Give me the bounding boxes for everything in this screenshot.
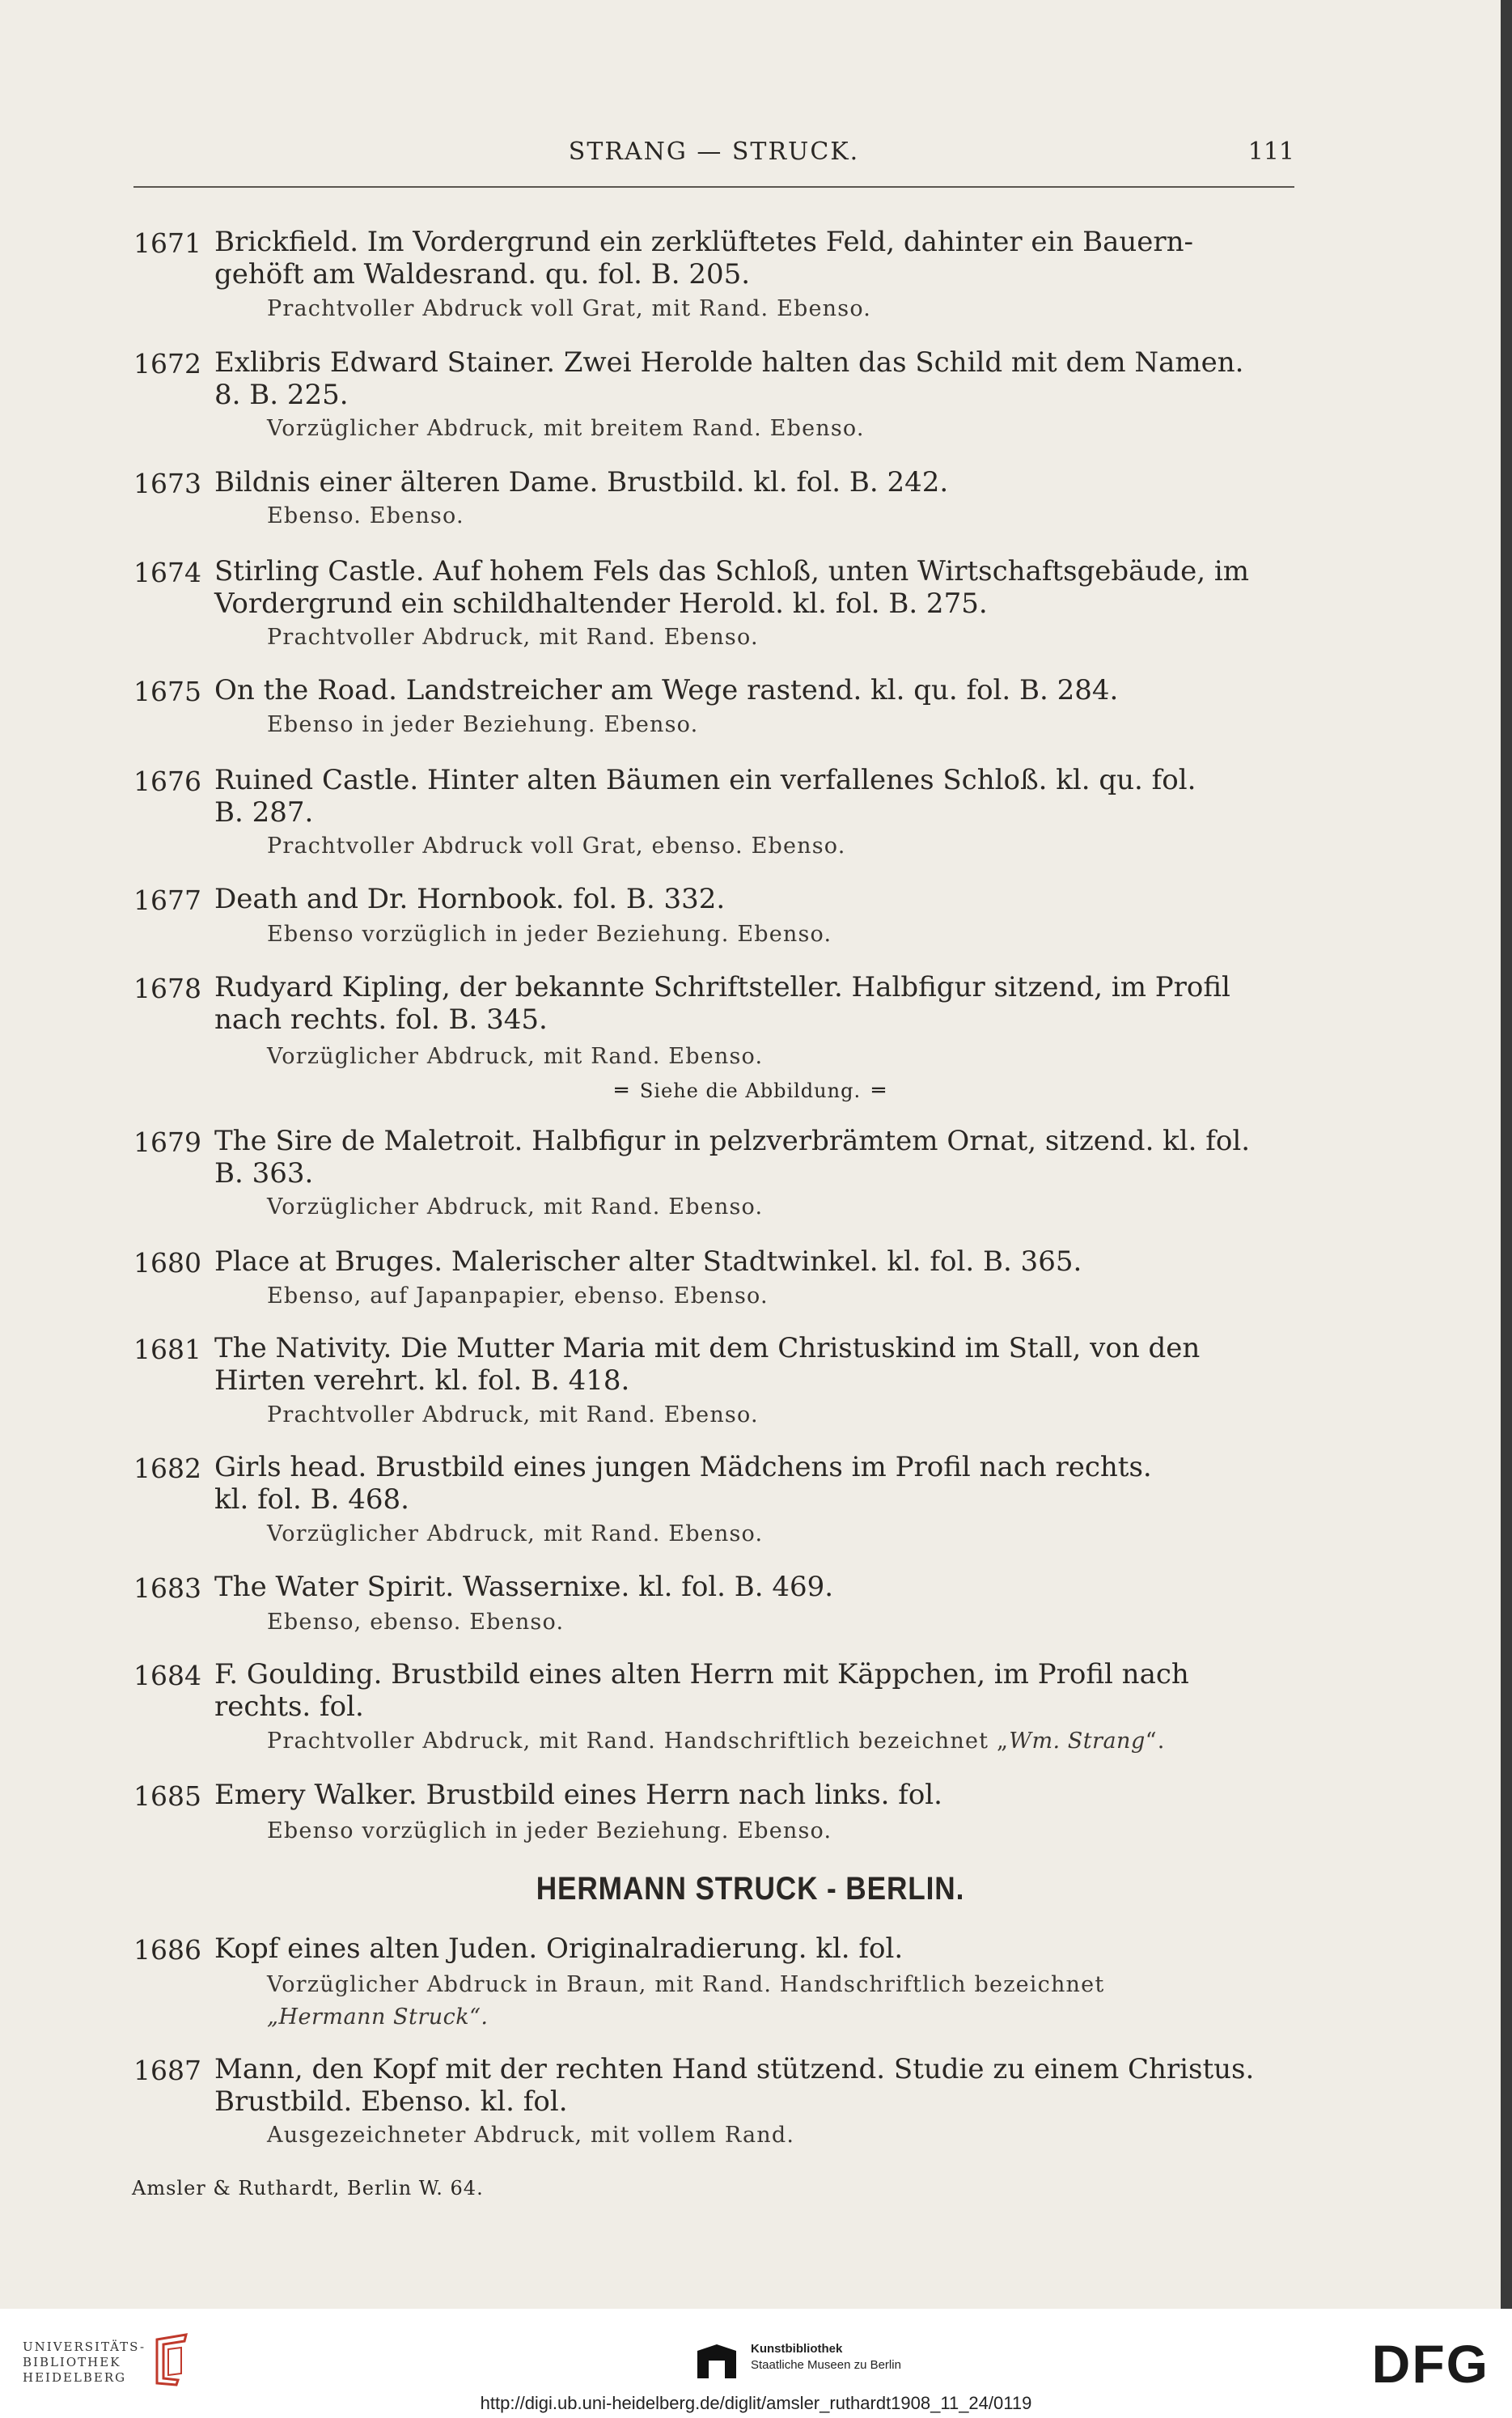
lot-note: Ausgezeichneter Abdruck, mit vollem Rand. (267, 2123, 795, 2148)
lot-title-line: Vordergrund ein schildhaltender Herold. kl. fol. B. 275. (214, 588, 988, 620)
signature-text: „Hermann Struck“. (267, 2004, 489, 2030)
lot-title-line: Hirten verehrt. kl. fol. B. 418. (214, 1364, 630, 1397)
lot-number: 1672 (133, 348, 201, 380)
university-library-logo-icon (154, 2333, 189, 2386)
university-library-logo-text: UNIVERSITÄTS- BIBLIOTHEK HEIDELBERG (23, 2340, 146, 2385)
signature-text: Wm. Strang (1009, 1729, 1146, 1754)
kunstbibliothek-logo-icon (692, 2336, 741, 2385)
lot-number: 1674 (133, 557, 201, 588)
lot-number: 1686 (133, 1934, 201, 1966)
lot-title-line: Emery Walker. Brustbild eines Herrn nach links. fol. (214, 1779, 942, 1811)
lot-title-line: Mann, den Kopf mit der rechten Hand stützend. Studie zu einem Christus. (214, 2053, 1255, 2085)
lot-title-line: Rudyard Kipling, der bekannte Schriftsteller. Halbfigur sitzend, im Profil (214, 971, 1230, 1003)
lot-note: Ebenso. Ebenso. (267, 503, 464, 528)
lot-title-line: Stirling Castle. Auf hohem Fels das Schloß, unten Wirtschaftsgebäude, im (214, 555, 1249, 588)
lot-title-line: Brickfield. Im Vordergrund ein zerklüftetes Feld, dahinter ein Bauern- (214, 226, 1194, 258)
lot-note: Ebenso vorzüglich in jeder Beziehung. Ebenso. (267, 922, 832, 947)
lot-title-line: 8. B. 225. (214, 379, 349, 411)
lot-note: Prachtvoller Abdruck voll Grat, ebenso. Ebenso. (267, 834, 846, 859)
lot-title-line: Ruined Castle. Hinter alten Bäumen ein verfallenes Schloß. kl. qu. fol. (214, 764, 1196, 796)
lot-number: 1682 (133, 1453, 201, 1484)
running-head: STRANG — STRUCK. (568, 138, 860, 166)
double-bar-left: ═ (615, 1079, 629, 1103)
lot-number: 1676 (133, 766, 201, 797)
lot-note: Vorzüglicher Abdruck, mit Rand. Ebenso. (267, 1044, 764, 1069)
lot-number: 1675 (133, 676, 201, 707)
lot-number: 1679 (133, 1126, 201, 1158)
lot-title-line: kl. fol. B. 468. (214, 1483, 409, 1516)
dfg-logo: DFG (1371, 2334, 1489, 2394)
lot-number: 1680 (133, 1247, 201, 1279)
lot-note: Ebenso, auf Japanpapier, ebenso. Ebenso. (267, 1283, 769, 1309)
lot-number: 1687 (133, 2055, 201, 2086)
lot-number: 1673 (133, 468, 201, 499)
lot-note: Vorzüglicher Abdruck, mit Rand. Ebenso. (267, 1521, 764, 1546)
lot-title-line: Death and Dr. Hornbook. fol. B. 332. (214, 883, 726, 915)
lot-title-line: Girls head. Brustbild eines jungen Mädchens im Profil nach rechts. (214, 1451, 1152, 1483)
lot-number: 1677 (133, 884, 201, 916)
lot-title-line: gehöft am Waldesrand. qu. fol. B. 205. (214, 258, 751, 291)
section-heading: HERMANN STRUCK - BERLIN. (536, 1871, 965, 1907)
lot-note: Prachtvoller Abdruck, mit Rand. Ebenso. (267, 625, 759, 650)
lot-note-text: Prachtvoller Abdruck, mit Rand. Handschriftlich bezeichnet „ (267, 1729, 1010, 1754)
see-illustration (0, 1079, 1501, 1103)
lot-title-line: The Sire de Maletroit. Halbfigur in pelzverbrämtem Ornat, sitzend. kl. fol. (214, 1125, 1251, 1157)
lot-title-line: Bildnis einer älteren Dame. Brustbild. kl. fol. B. 242. (214, 466, 949, 498)
viewer-footer (0, 2309, 1512, 2418)
lot-note: Ebenso vorzüglich in jeder Beziehung. Ebenso. (267, 1818, 832, 1843)
lot-number: 1671 (133, 227, 201, 259)
lot-title-line: The Water Spirit. Wassernixe. kl. fol. B. 469. (214, 1571, 834, 1603)
lot-note: Ebenso, ebenso. Ebenso. (267, 1610, 565, 1635)
lot-title-line: B. 287. (214, 796, 314, 829)
double-bar-right: ═ (872, 1079, 886, 1103)
kunstbibliothek-logo-text: Kunstbibliothek Staatliche Museen zu Berlin (751, 2342, 901, 2372)
lot-note: Vorzüglicher Abdruck, mit Rand. Ebenso. (267, 1194, 764, 1220)
lot-note (267, 1729, 1294, 1754)
lot-note: Prachtvoller Abdruck, mit Rand. Ebenso. (267, 1402, 759, 1427)
lot-note-end: “. (1145, 1729, 1166, 1754)
lot-title-line: F. Goulding. Brustbild eines alten Herrn mit Käppchen, im Profil nach (214, 1658, 1189, 1690)
lot-number: 1683 (133, 1572, 201, 1604)
lot-title-line: B. 363. (214, 1157, 314, 1190)
lot-number: 1681 (133, 1334, 201, 1365)
permalink-url[interactable]: http://digi.ub.uni-heidelberg.de/diglit/amsler_ruthardt1908_11_24/0119 (480, 2393, 1032, 2413)
lot-note: Vorzüglicher Abdruck, mit breitem Rand. Ebenso. (267, 416, 865, 441)
lot-title-line: rechts. fol. (214, 1690, 364, 1723)
see-illustration-text: Siehe die Abbildung. (639, 1080, 862, 1102)
lot-number: 1678 (133, 973, 201, 1004)
page-header (133, 138, 1294, 188)
lot-note: Vorzüglicher Abdruck in Braun, mit Rand. Handschriftlich bezeichnet (267, 1972, 1105, 1997)
lot-title-line: Brustbild. Ebenso. kl. fol. (214, 2085, 568, 2118)
lot-title-line: Exlibris Edward Stainer. Zwei Herolde halten das Schild mit dem Namen. (214, 346, 1244, 379)
lot-note: Prachtvoller Abdruck voll Grat, mit Rand. Ebenso. (267, 296, 872, 321)
lot-title-line: The Nativity. Die Mutter Maria mit dem Christuskind im Stall, von den (214, 1332, 1201, 1364)
lot-title-line: Kopf eines alten Juden. Originalradierung. kl. fol. (214, 1932, 904, 1965)
lot-number: 1684 (133, 1660, 201, 1691)
lot-title-line: On the Road. Landstreicher am Wege rastend. kl. qu. fol. B. 284. (214, 674, 1119, 706)
scan-edge (1501, 0, 1512, 2309)
publisher-imprint: Amsler & Ruthardt, Berlin W. 64. (132, 2177, 484, 2200)
lot-note: Ebenso in jeder Beziehung. Ebenso. (267, 712, 699, 737)
lot-note-line (267, 2004, 1294, 2030)
lot-title-line: Place at Bruges. Malerischer alter Stadtwinkel. kl. fol. B. 365. (214, 1245, 1082, 1278)
lot-title-line: nach rechts. fol. B. 345. (214, 1003, 548, 1036)
page-number: 111 (1247, 138, 1294, 166)
lot-number: 1685 (133, 1780, 201, 1812)
